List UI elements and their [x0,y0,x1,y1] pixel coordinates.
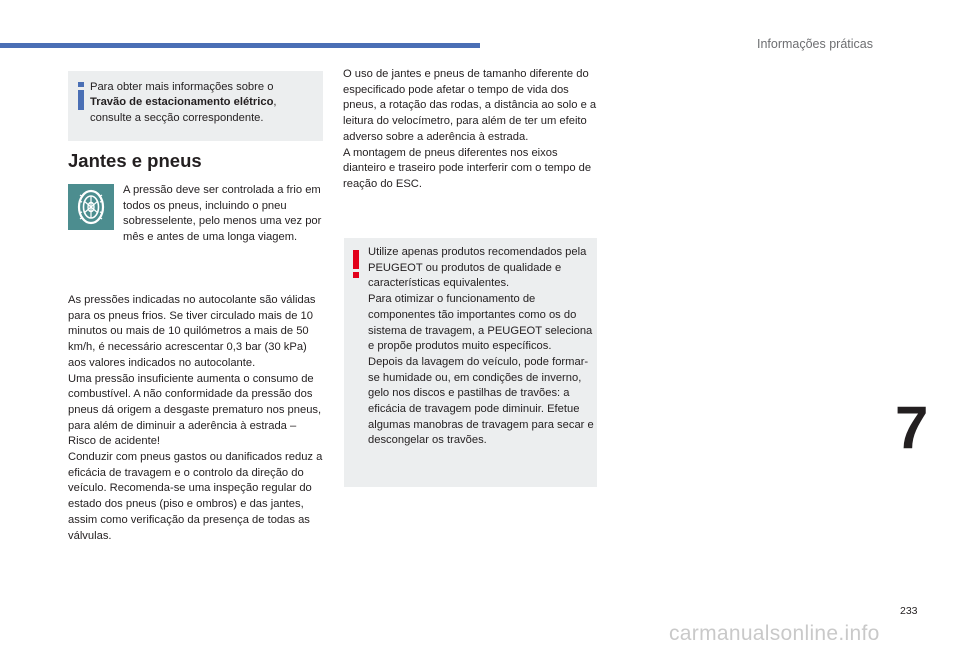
info-text [90,80,318,126]
warning-paragraph-2: Para otimizar o funcionamento de componentes tão importantes como os do sistema de travagem, a PEUGEOT seleciona e propõe produtos muito específicos. [368,293,593,353]
warning-box [344,238,597,487]
chapter-number: 7 [895,394,929,461]
left-column-text [68,293,324,544]
header-accent-bar [0,43,480,48]
warning-text [368,245,594,449]
right-paragraph-2: A montagem de pneus diferentes nos eixos dianteiro e traseiro pode interferir com o tempo de reação do ESC. [343,146,592,190]
info-bold-suffix: , [273,96,277,109]
page-number: 233 [900,605,918,617]
section-title: Informações práticas [756,37,873,51]
left-paragraph-2: Uma pressão insuficiente aumenta o consumo de combustível. A não conformidade da pressão dos pneus dá origem a desgaste prematuro nos pneus, para além de diminuir a aderência à estrada – Risco de acidente! [68,372,322,448]
watermark: carmanualsonline.info [669,622,880,645]
info-line-3: consulte a secção correspondente. [90,111,264,124]
right-paragraph-1: O uso de jantes e pneus de tamanho diferente do especificado pode afetar o tempo de vida dos pneus, a rotação das rodas, a distância ao solo e a leitura do velocímetro, para além de ter um efeito adverso sobre a aderência à estrada. [343,68,597,143]
right-column-text [343,67,601,193]
info-icon [77,82,85,110]
warning-icon [352,250,360,278]
info-bold-term: Travão de estacionamento elétrico [90,96,274,109]
info-box [68,71,323,141]
info-line-1: Para obter mais informações sobre o [90,81,274,93]
page-heading: Jantes e pneus [68,150,202,171]
warning-paragraph-3: Depois da lavagem do veículo, pode formar-se humidade ou, em condições de inverno, gelo nos discos e pastilhas de travões: a eficácia de travagem pode diminuir. Efetue algumas manobras de travagem para secar e descongelar os travões. [368,355,594,447]
warning-paragraph-1: Utilize apenas produtos recomendados pela PEUGEOT ou produtos de qualidade e características equivalentes. [368,246,587,290]
left-paragraph-3: Conduzir com pneus gastos ou danificados reduz a eficácia de travagem e o controlo da direção do veículo. Recomenda-se uma inspeção regular do estado dos pneus (piso e ombros) e das jantes, assim como verificação da presença de todas as válvulas. [68,451,323,542]
tyre-icon [68,184,114,230]
left-paragraph-1: As pressões indicadas no autocolante são válidas para os pneus frios. Se tiver circulado mais de 10 minutos ou mais de 10 quilómetros a mais de 50 km/h, é necessário acrescentar 0,3 bar (30 kPa) aos valores indicados no autocolante. [68,294,316,369]
tyre-pressure-note: A pressão deve ser controlada a frio em todos os pneus, incluindo o pneu sobresselente, pelo menos uma vez por mês e antes de uma longa viagem. [123,184,322,243]
